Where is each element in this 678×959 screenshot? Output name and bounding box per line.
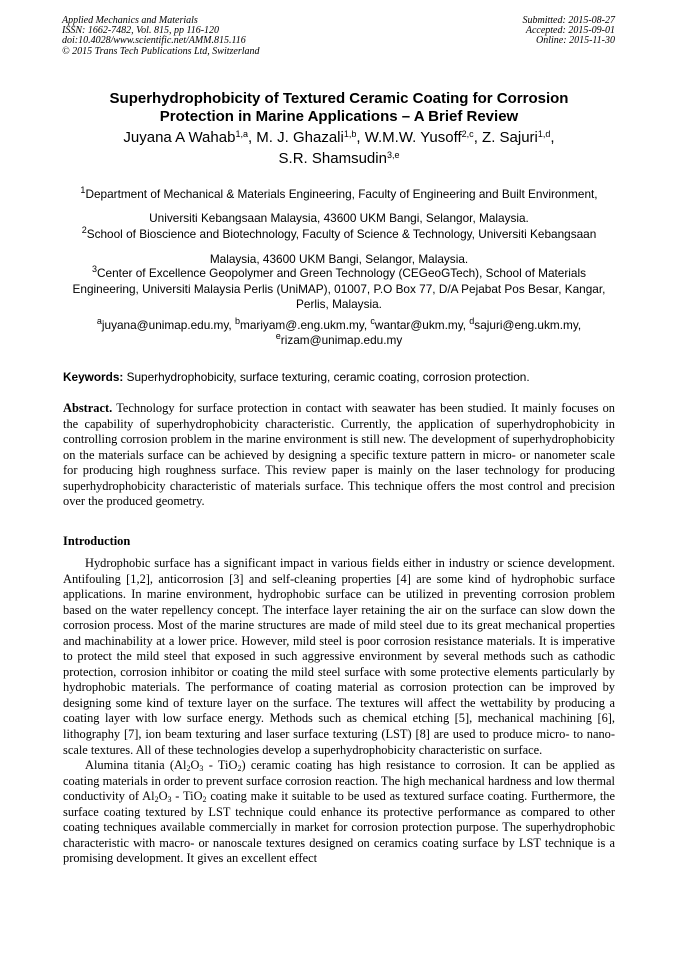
affiliation-3 xyxy=(58,266,620,313)
author-name: Z. Sajuri xyxy=(482,129,538,146)
journal-name: Applied Mechanics and Materials xyxy=(62,15,198,26)
introduction-body xyxy=(63,556,615,867)
email-address[interactable]: rizam@unimap.edu.my xyxy=(280,333,403,347)
email-superscript: c xyxy=(370,316,375,326)
introduction-paragraph-2 xyxy=(63,758,615,867)
email-address[interactable]: juyana@unimap.edu.my xyxy=(101,318,229,332)
author-emails: $^a$juyana@unimap.edu.my, $^b$mariyam@.eng.ukm.my, $^c$wantar@ukm.my, $^d$sajuri@eng.ukm.my, $^e$rizam@unimap.edu.my xyxy=(96,316,582,347)
keywords-label: Keywords: xyxy=(63,370,124,384)
submission-dates xyxy=(523,16,616,47)
affiliation-text: School of Bioscience and Biotechnology, Faculty of Science & Technology, Universiti Kebangsaan Malaysia, 43600 UKM Bangi, Selangor, Malaysia. xyxy=(86,227,597,266)
paragraph-text: - TiO xyxy=(171,789,203,804)
author-list xyxy=(40,127,638,169)
author-superscript: 3,e xyxy=(386,150,400,160)
keywords-text: Superhydrophobicity, surface texturing, ceramic coating, corrosion protection. xyxy=(126,370,530,384)
affiliation-number: 2 xyxy=(81,225,87,235)
email-superscript: b xyxy=(234,316,240,326)
author-separator: , xyxy=(473,129,483,146)
author-name: S.R. Shamsudin xyxy=(278,150,387,167)
subscript: 2 xyxy=(202,795,207,805)
author-separator: , xyxy=(247,129,257,146)
title-line-2: Protection in Marine Applications – A Brief Review xyxy=(159,108,519,125)
section-heading-introduction: Introduction xyxy=(63,534,131,548)
subscript: 3 xyxy=(167,795,172,805)
author-separator: , xyxy=(550,129,555,146)
introduction-paragraph-1: Hydrophobic surface has a significant impact in various fields either in industry or science development. Antifouling [1,2], anticorrosion [3] and self-cleaning properties [4] are some kind of hydrophobic surface applications. In marine environment, hydrophobic surface can be utilized in preventing corrosion problem based on the water repellency concept. The interface layer retaining the air on the surface can slow down the corrosion process. Most of the marine structures are made of mild steel due to its great mechanical properties and machinability at a lower price. However, mild steel is poor corrosion resistance materials. It is imperative to protect the mild steel that exposed in such aggressive environment by several methods such as cathodic protection, corrosion inhibitor or coating the mild steel surface with some protective elements particularly by hydrophobic materials. The performance of coating material as corrosion protection can be improved by designing some kind of texture layer on the surface. The textures will affect the wettability by producing a coating layer with low surface energy. Methods such as chemical etching [5], mechanical machining [6], lithography [7], ion beam texturing and laser surface texturing (LST) [8] are used to produce micro- to nano-scale textures. All of these technologies develop a superhydrophobicity characteristic on surface. xyxy=(63,556,615,757)
keywords xyxy=(63,370,615,385)
affiliation-number: 1 xyxy=(80,185,86,195)
author-superscript: 2,c xyxy=(461,129,474,139)
accepted-date: Accepted: 2015-09-01 xyxy=(525,25,615,37)
email-address[interactable]: mariyam@.eng.ukm.my xyxy=(240,318,364,332)
online-date: Online: 2015-11-30 xyxy=(536,35,615,47)
subscript: 2 xyxy=(154,795,159,805)
paragraph-text: Alumina titania (Al xyxy=(85,758,187,773)
subscript: 2 xyxy=(186,764,191,774)
paragraph-text: - TiO xyxy=(203,758,238,773)
affiliation-2 xyxy=(58,222,620,272)
subscript: 2 xyxy=(237,764,242,774)
email-superscript: a xyxy=(96,316,102,326)
journal-info xyxy=(62,16,260,57)
author-name: M. J. Ghazali xyxy=(256,129,344,146)
email-address[interactable]: wantar@ukm.my xyxy=(374,318,463,332)
affiliation-number: 3 xyxy=(92,264,98,274)
abstract-text: Technology for surface protection in contact with seawater has been studied. It mainly focuses on the capability of superhydrophobicity characteristic. Currently, the application of superhydrophobicity in controlling corrosion problem in the marine environment is still new. The development of superhydrophobicity on the materials surface can be achieved by designing a specific texture pattern in micro- or nanometer scale for producing high roughness surface. This review paper is mainly on the laser technology for producing superhydrophobicity characteristic of materials surface. This technique offers the most control and precision over the produced geometry. xyxy=(63,401,615,508)
paragraph-text: coating make it suitable to be used as textured surface coating. Furthermore, the surface coating textured by LST technique could enhance its protective performance as compared to other coating techniques available commercially in market for corrosion protection purpose. The superhydrophobic characteristic with macro- or nanoscale textures designed on ceramics coating surface by LST technique is a promising development. It gives an excellent effect xyxy=(63,789,616,866)
paragraph-text: ) ceramic coating has high resistance to corrosion. It can be applied as coating materials in order to prevent surface corrosion reaction. The high mechanical hardness and low thermal conductivity of Al xyxy=(63,758,616,804)
paragraph-text: O xyxy=(190,758,200,773)
affiliation-text: Center of Excellence Geopolymer and Green Technology (CEGeoGTech), School of Materials Engineering, Universiti Malaysia Perlis (UniMAP), 01007, P.O Box 77, D/A Pejabat Pos Besar, Kangar, Perlis, Malaysia. xyxy=(72,266,606,312)
affiliation-text: Department of Mechanical & Materials Engineering, Faculty of Engineering and Built Environment, Universiti Kebangsaan Malaysia, 43600 UKM Bangi, Selangor, Malaysia. xyxy=(85,187,598,225)
abstract xyxy=(63,401,615,510)
abstract-label: Abstract. xyxy=(63,401,113,415)
email-superscript: e xyxy=(275,331,281,341)
journal-doi: doi:10.4028/www.scientific.net/AMM.815.116 xyxy=(62,35,246,47)
journal-issn: ISSN: 1662-7482, Vol. 815, pp 116-120 xyxy=(62,25,220,37)
email-superscript: d xyxy=(469,316,475,326)
title-line-1: Superhydrophobicity of Textured Ceramic Coating for Corrosion xyxy=(109,90,569,107)
author-superscript: 1,b xyxy=(343,129,357,139)
author-separator: , xyxy=(356,129,365,146)
author-superscript: 1,d xyxy=(537,129,551,139)
email-address[interactable]: sajuri@eng.ukm.my xyxy=(474,318,578,332)
author-name: Juyana A Wahab xyxy=(123,129,236,146)
author-name: W.M.W. Yusoff xyxy=(364,129,462,146)
submitted-date: Submitted: 2015-08-27 xyxy=(522,15,615,26)
subscript: 3 xyxy=(199,764,204,774)
journal-copyright: © 2015 Trans Tech Publications Ltd, Switzerland xyxy=(62,45,260,57)
paper-title xyxy=(40,90,638,126)
author-superscript: 1,a xyxy=(235,129,248,139)
paragraph-text: O xyxy=(158,789,168,804)
